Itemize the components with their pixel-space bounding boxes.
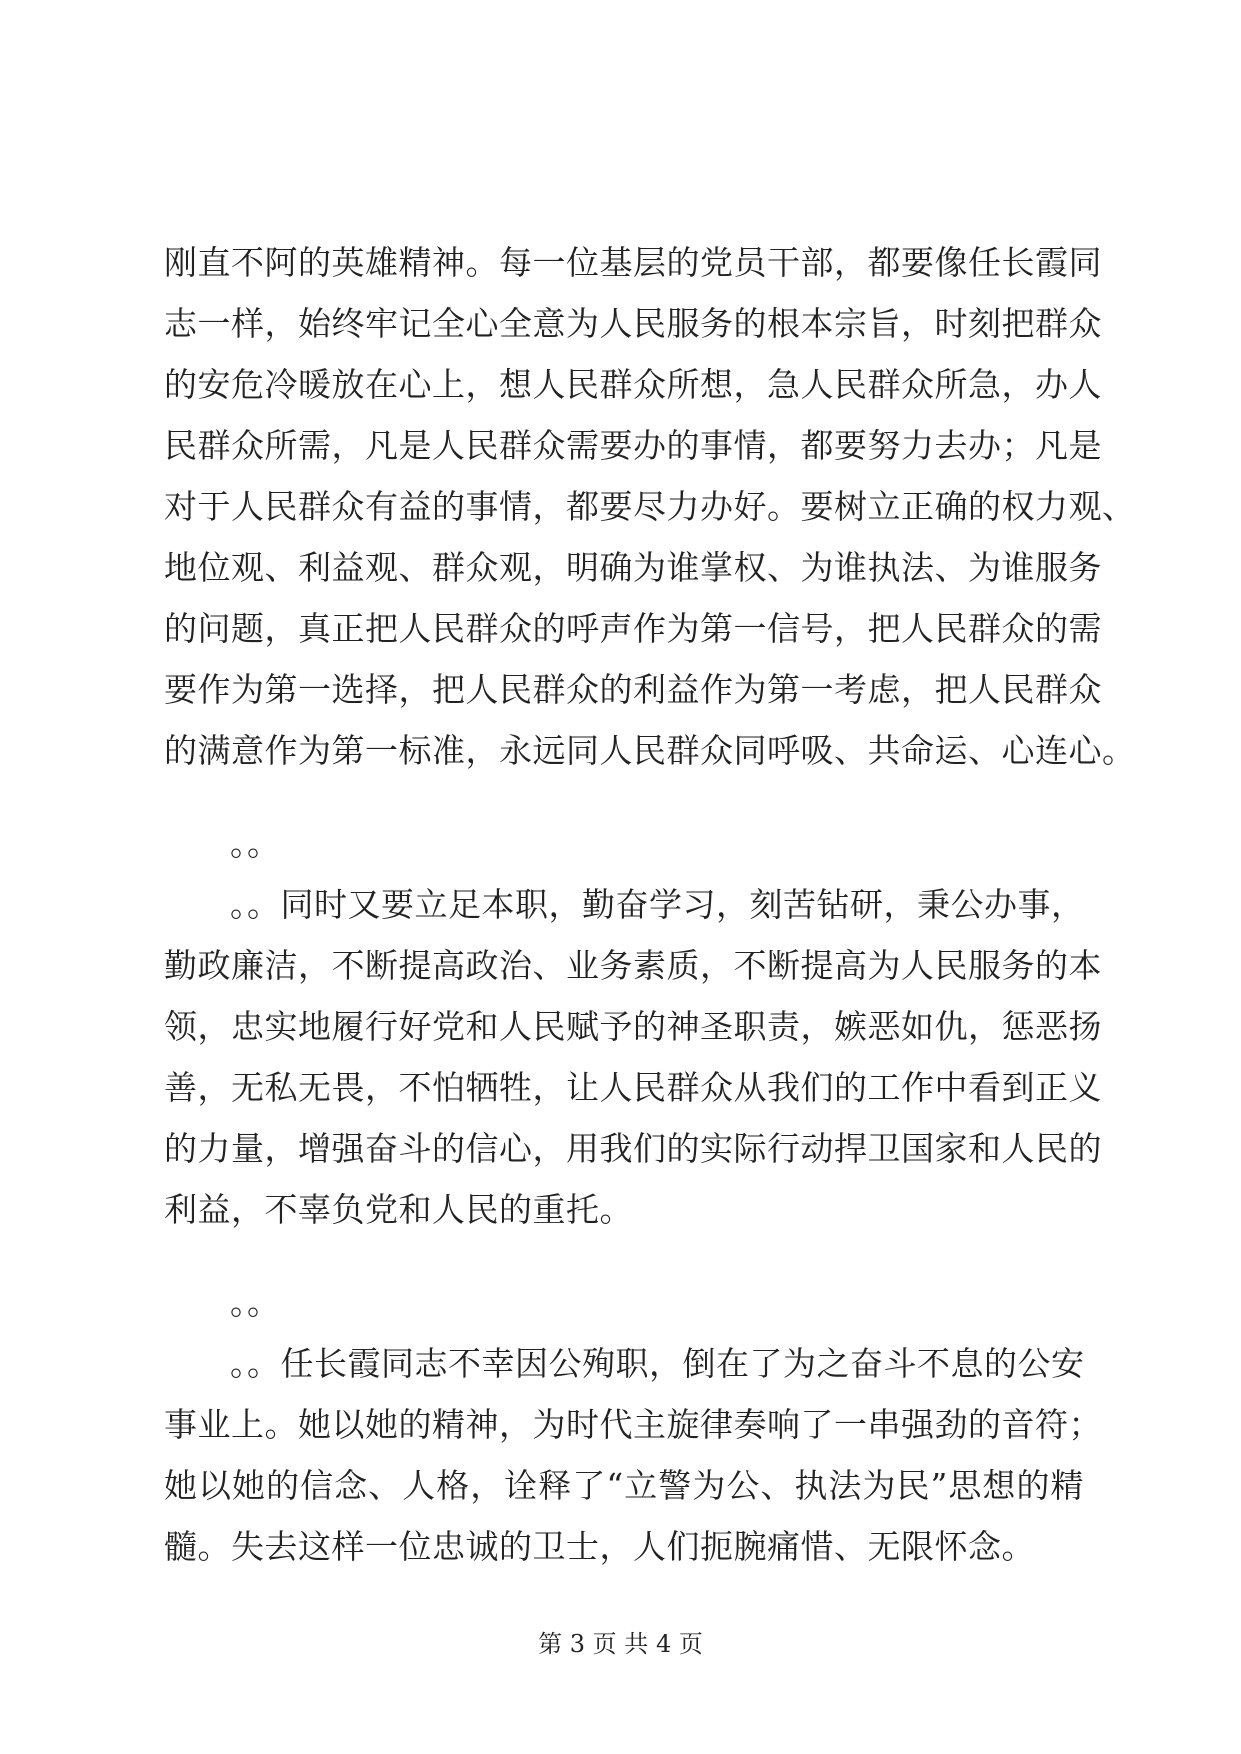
text-line: 地位观、利益观、群众观，明确为谁掌权、为谁执法、为谁服务 — [164, 548, 1102, 587]
page-number-footer: 第 3 页 共 4 页 — [538, 1630, 703, 1658]
text-line: 利益，不辜负党和人民的重托。 — [164, 1190, 633, 1229]
text-line: 要作为第一选择，把人民群众的利益作为第一考虑，把人民群众 — [164, 670, 1102, 709]
paragraph-3 — [164, 874, 1102, 1240]
paragraph-4 — [164, 1272, 1084, 1333]
text-line: 民群众所需，凡是人民群众需要办的事情，都要努力去办；凡是 — [164, 426, 1102, 465]
paragraph-spacer — [164, 1240, 1084, 1272]
text-line: 的满意作为第一标准，永远同人民群众同呼吸、共命运、心连心。 — [164, 731, 1136, 770]
text-line: 。。任长霞同志不幸因公殉职，倒在了为之奋斗不息的公安 — [230, 1344, 1085, 1383]
text-line: 善，无私无畏，不怕牺牲，让人民群众从我们的工作中看到正义 — [164, 1068, 1102, 1107]
document-body — [164, 232, 1136, 1577]
text-line: 领，忠实地履行好党和人民赋予的神圣职责，嫉恶如仇，惩恶扬 — [164, 1007, 1102, 1046]
paragraph-1 — [164, 232, 1136, 781]
text-line: 刚直不阿的英雄精神。每一位基层的党员干部，都要像任长霞同 — [164, 243, 1102, 282]
paragraph-5 — [164, 1333, 1102, 1577]
paragraph-2 — [164, 813, 1084, 874]
paragraph-spacer — [164, 781, 1084, 813]
text-line: 勤政廉洁，不断提高政治、业务素质，不断提高为人民服务的本 — [164, 946, 1102, 985]
text-line: 。。同时又要立足本职，勤奋学习，刻苦钻研，秉公办事， — [230, 885, 1085, 924]
text-line: 志一样，始终牢记全心全意为人民服务的根本宗旨，时刻把群众 — [164, 304, 1102, 343]
text-line: 对于人民群众有益的事情，都要尽力办好。要树立正确的权力观、 — [164, 487, 1136, 526]
text-line: 的安危冷暖放在心上，想人民群众所想，急人民群众所急，办人 — [164, 365, 1102, 404]
text-line: 髓。失去这样一位忠诚的卫士，人们扼腕痛惜、无限怀念。 — [164, 1527, 1035, 1566]
text-line: 事业上。她以她的精神，为时代主旋律奏响了一串强劲的音符； — [164, 1405, 1102, 1444]
text-line: 她以她的信念、人格，诠释了“立警为公、执法为民”思想的精 — [164, 1466, 1084, 1505]
text-line: 。。 — [230, 1283, 281, 1322]
text-line: 的问题，真正把人民群众的呼声作为第一信号，把人民群众的需 — [164, 609, 1102, 648]
text-line: 的力量，增强奋斗的信心，用我们的实际行动捍卫国家和人民的 — [164, 1129, 1102, 1168]
text-line: 。。 — [230, 824, 281, 863]
